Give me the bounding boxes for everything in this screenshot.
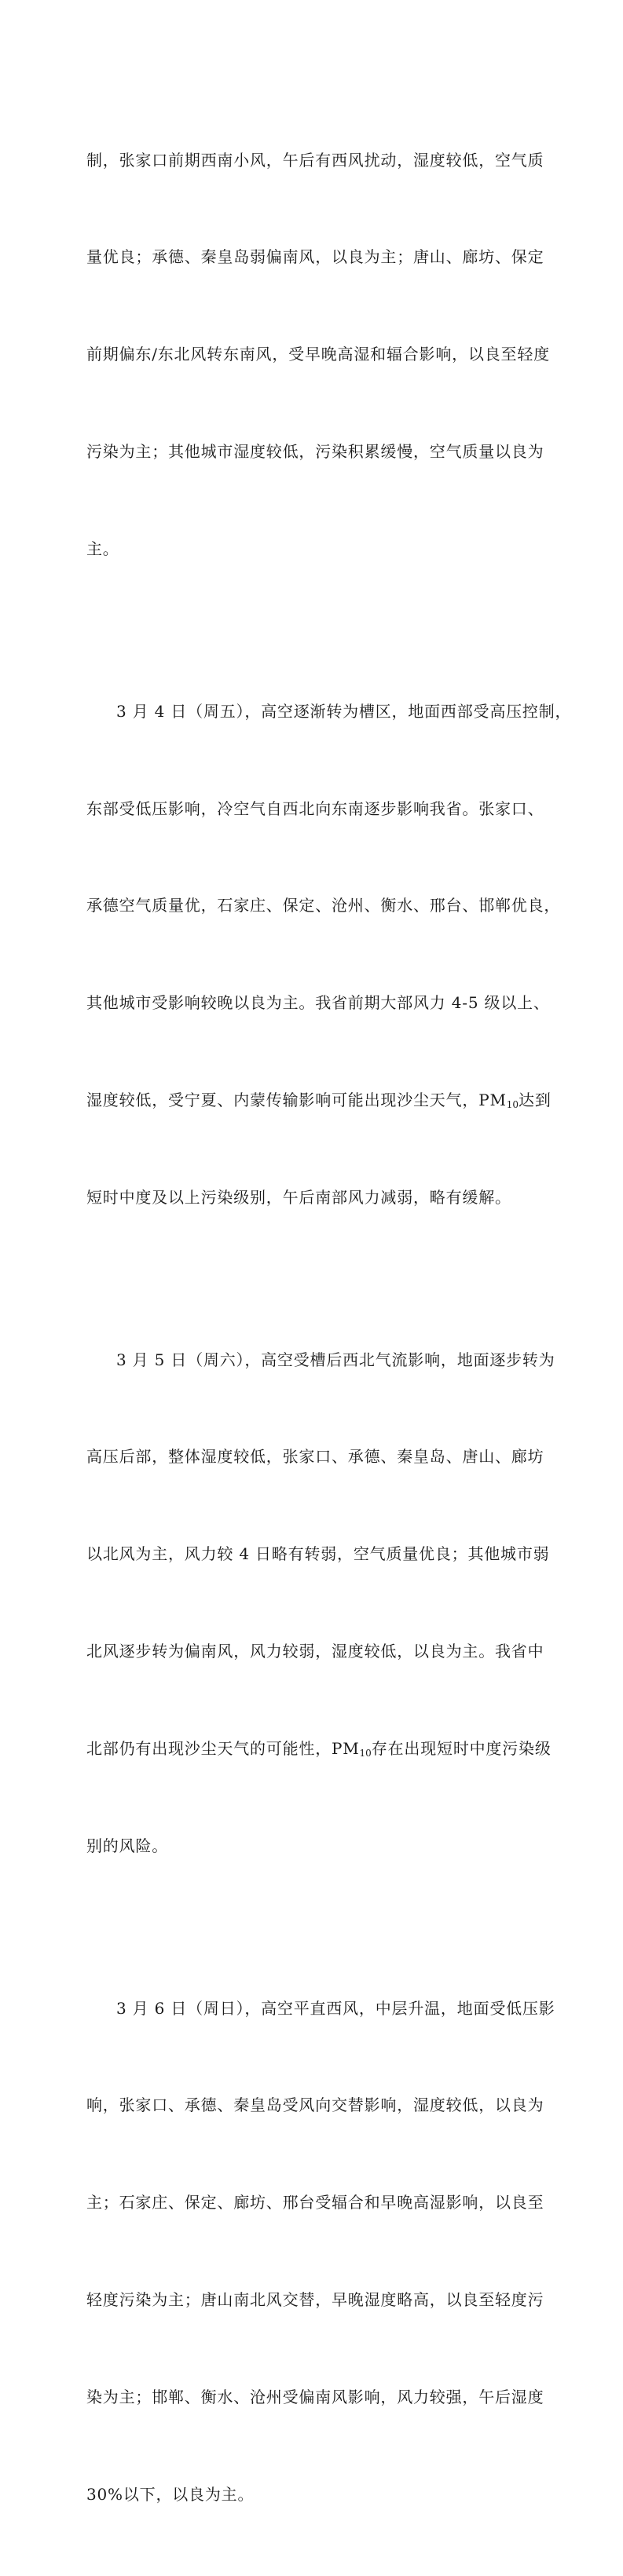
text-segment: 存在出现短时中度污染级 [371, 1739, 552, 1759]
pm-subscript: 10 [506, 1099, 519, 1111]
text-line: 承德空气质量优，石家庄、保定、沧州、衡水、邢台、邯郸优良， [86, 896, 561, 915]
paragraph-march-6 [86, 1927, 564, 2576]
text-line: 北风逐步转为偏南风，风力较弱，湿度较低，以良为主。我省中 [86, 1642, 544, 1661]
text-line: 短时中度及以上污染级别，午后南部风力减弱，略有缓解。 [86, 1188, 511, 1208]
text-line: 东部受低压影响，冷空气自西北向东南逐步影响我省。张家口、 [86, 798, 544, 818]
text-line: 其他城市受影响较晚以良为主。我省前期大部风力 4-5 级以上、 [86, 993, 550, 1013]
text-line: 30%以下，以良为主。 [86, 2484, 255, 2504]
paragraph-march-5 [86, 1279, 564, 1927]
text-line: 主。 [86, 539, 119, 559]
paragraph-continuation [86, 79, 564, 630]
document-body [86, 79, 572, 2576]
text-segment: 湿度较低，受宁夏、内蒙传输影响可能出现沙尘天气，PM [86, 1091, 507, 1110]
text-segment: 达到 [519, 1091, 552, 1110]
text-line: 3 月 6 日（周日），高空平直西风，中层升温，地面受低压影 [116, 1998, 555, 2018]
text-line: 以北风为主，风力较 4 日略有转弱，空气质量优良；其他城市弱 [86, 1544, 550, 1564]
text-line: 量优良；承德、秦皇岛弱偏南风，以良为主；唐山、廊坊、保定 [86, 247, 544, 267]
text-line: 3 月 5 日（周六），高空受槽后西北气流影响，地面逐步转为 [116, 1350, 555, 1369]
text-line: 主；石家庄、保定、廊坊、邢台受辐合和早晚高湿影响，以良至 [86, 2193, 544, 2212]
pm-subscript: 10 [359, 1748, 372, 1759]
paragraph-march-4 [86, 630, 572, 1279]
text-line: 3 月 4 日（周五），高空逐渐转为槽区，地面西部受高压控制， [116, 701, 572, 721]
text-line-pm [86, 1084, 564, 1116]
text-line: 前期偏东/东北风转东南风，受早晚高湿和辐合影响，以良至轻度 [86, 345, 550, 364]
text-line: 别的风险。 [86, 1836, 168, 1856]
text-line: 高压后部，整体湿度较低，张家口、承德、秦皇岛、唐山、廊坊 [86, 1447, 544, 1467]
text-line: 制，张家口前期西南小风，午后有西风扰动，湿度较低，空气质 [86, 150, 544, 170]
text-line: 污染为主；其他城市湿度较低，污染积累缓慢，空气质量以良为 [86, 442, 544, 462]
text-line-pm [86, 1733, 564, 1765]
text-line: 染为主；邯郸、衡水、沧州受偏南风影响，风力较强，午后湿度 [86, 2388, 544, 2407]
text-line: 响，张家口、承德、秦皇岛受风向交替影响，湿度较低，以良为 [86, 2096, 544, 2115]
text-segment: 北部仍有出现沙尘天气的可能性，PM [86, 1739, 360, 1759]
text-line: 轻度污染为主；唐山南北风交替，早晚湿度略高，以良至轻度污 [86, 2290, 544, 2310]
